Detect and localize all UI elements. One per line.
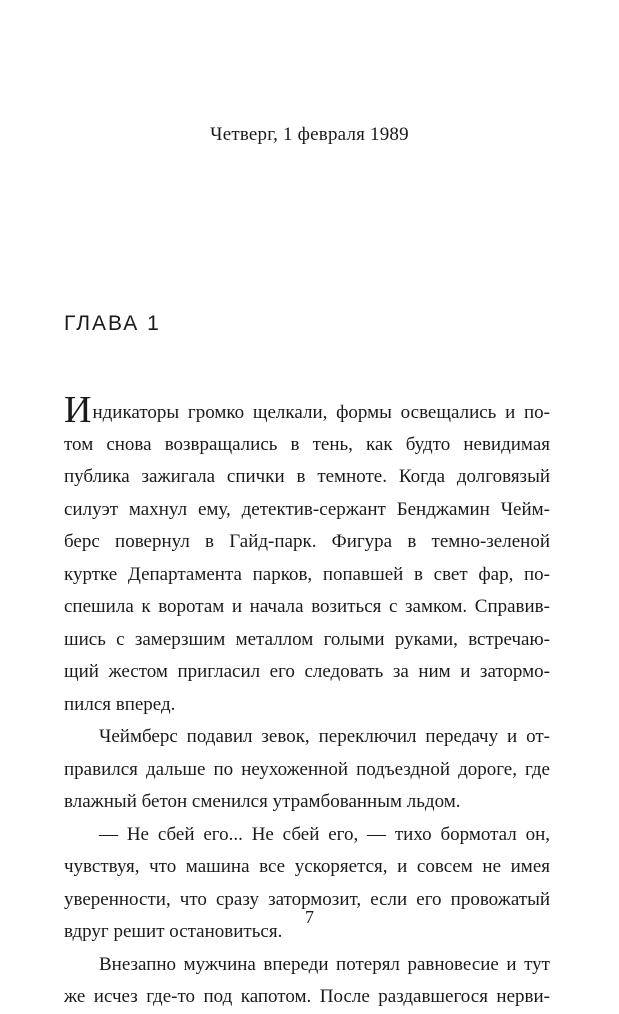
drop-cap: И [64, 389, 92, 431]
text-line-content: ндикаторы громко щелкали, формы освещались и по- [92, 402, 550, 423]
chapter-title: ГЛАВА 1 [64, 312, 161, 335]
text-line: — Не сбей его... Не сбей его, — тихо бормотал он, [99, 823, 550, 845]
text-line: публика зажигала спички в темноте. Когда долговязый [64, 466, 550, 487]
text-line: куртке Департамента парков, попавшей в свет фар, по- [64, 563, 550, 585]
text-line: вдруг решит остановиться. [64, 921, 283, 942]
text-line: щий жестом пригласил его следовать за ним и затормо- [64, 661, 550, 682]
text-line: берс повернул в Гайд-парк. Фигура в темно-зеленой [64, 531, 550, 552]
text-line: том снова возвращались в тень, как будто невидимая [64, 433, 550, 455]
text-line: чувствуя, что машина все ускоряется, и совсем не имея [64, 856, 550, 877]
text-line: же исчез где-то под капотом. После раздавшегося нерви- [64, 986, 550, 1007]
page-number: 7 [305, 907, 314, 927]
text-line: Чеймберс подавил зевок, переключил передачу и от- [99, 726, 550, 747]
text-line: Внезапно мужчина впереди потерял равновесие и тут [99, 953, 550, 975]
text-line [64, 389, 550, 431]
text-line: правился дальше по неухоженной подъездной дороге, где [64, 758, 550, 780]
text-line: пился вперед. [64, 693, 176, 715]
text-line: уверенности, что сразу затормозит, если его провожатый [64, 888, 550, 910]
text-line: влажный бетон сменился утрамбованным льдом. [64, 791, 461, 812]
text-line: силуэт махнул ему, детектив-сержант Бенджамин Чейм- [64, 498, 550, 520]
text-line: шись с замерзшим металлом голыми руками, встречаю- [64, 628, 550, 650]
date-line: Четверг, 1 февраля 1989 [210, 124, 409, 145]
text-line: спешила к воротам и начала возиться с замком. Справив- [64, 596, 550, 617]
